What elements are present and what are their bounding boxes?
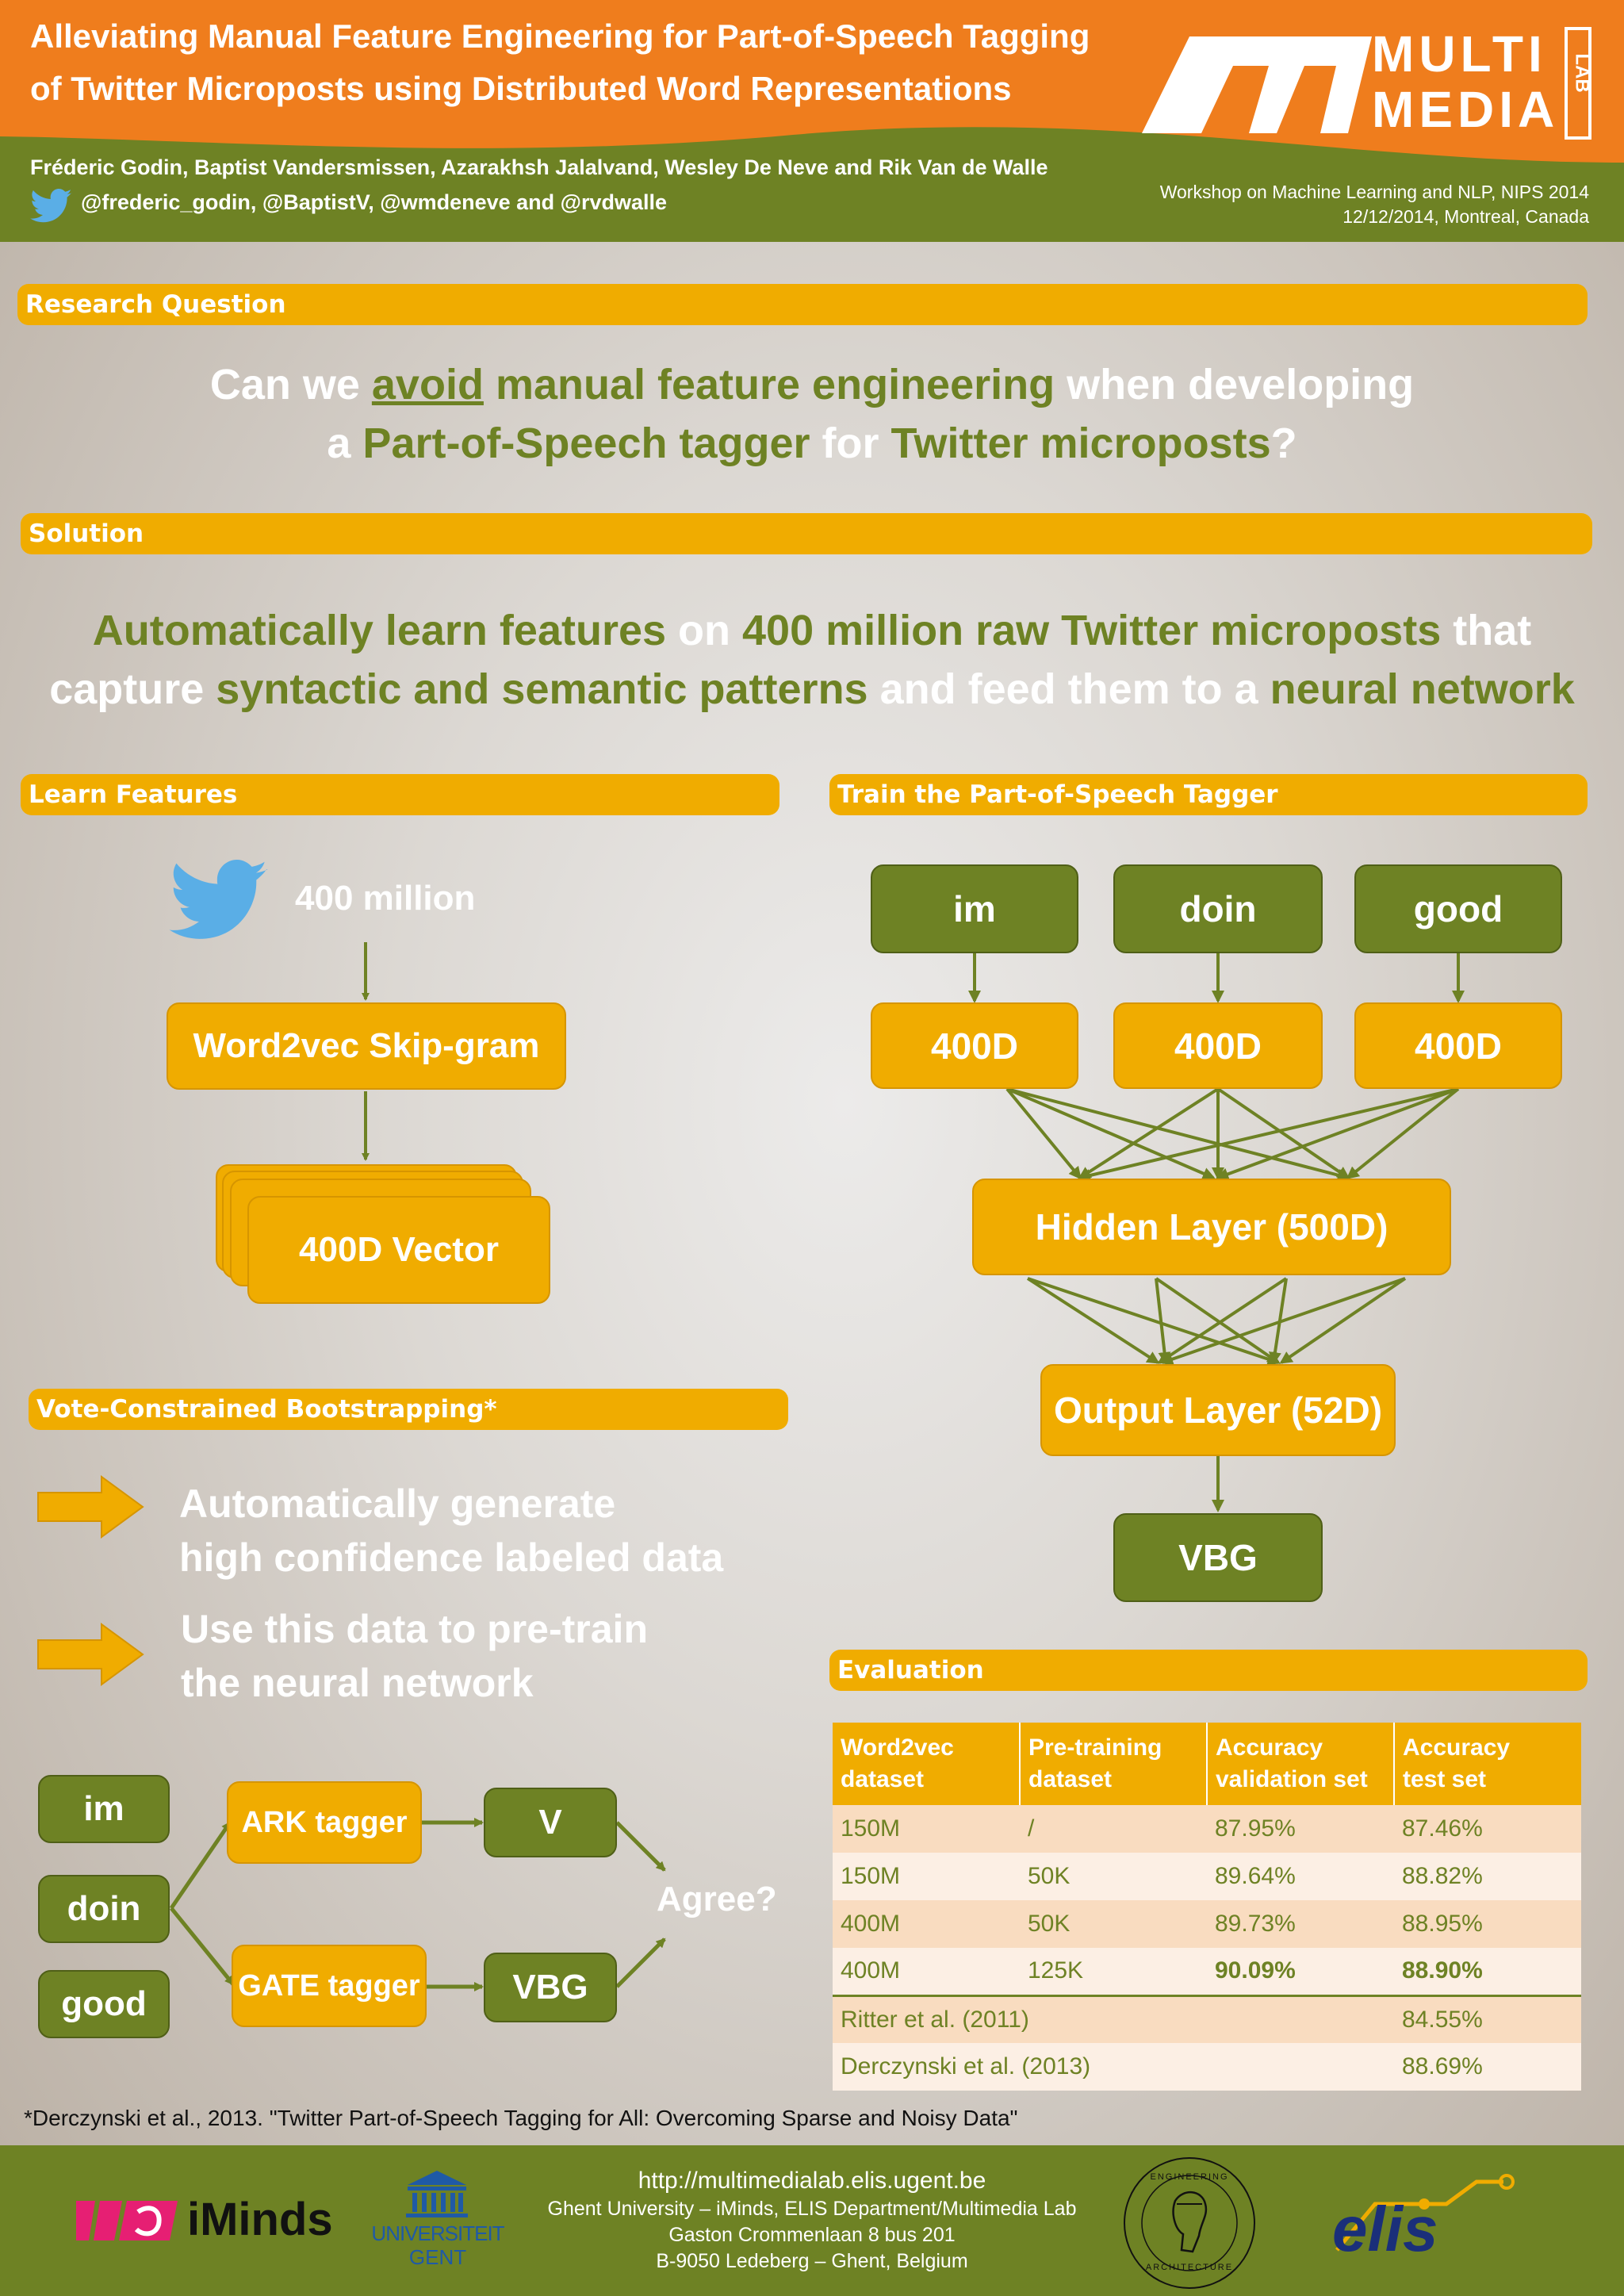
sol-l2-b: syntactic and semantic patterns [216,665,868,713]
tweet-count-label: 400 million [295,879,476,918]
hidden-layer-box: Hidden Layer (500D) [972,1179,1451,1275]
footer-dept: Ghent University – iMinds, ELIS Department/Multimedia Lab [547,2198,1077,2220]
output-layer-box: Output Layer (52D) [1040,1364,1396,1456]
evaluation-bar: Evaluation [829,1650,1588,1691]
logo-word-multi: MULTI [1372,25,1547,82]
vote-point-2-line2: the neural network [181,1661,534,1705]
twitter-handles: @frederic_godin, @BaptistV, @wmdeneve and @rvdwalle [81,190,668,214]
research-question-bar: Research Question [17,284,1588,325]
rq-l2-e: ? [1270,420,1297,467]
research-question-line2 [0,414,1624,473]
ark-tagger-box: ARK tagger [227,1781,422,1864]
footnote: *Derczynski et al., 2013. "Twitter Part-of-Speech Tagging for All: Overcoming Sparse and Noisy Data" [24,2106,1018,2130]
rq-l1-a: Can we [209,361,372,408]
input-word-doin: doin [1113,864,1323,953]
research-question-text [0,355,1624,473]
ugent-word-1: UNIVERSITEIT [371,2221,504,2245]
cell: 50K [1028,1863,1071,1889]
table-row [833,1948,1581,1995]
date-place: 12/12/2014, Montreal, Canada [1342,206,1589,227]
solution-line2 [0,660,1624,719]
cell: 88.95% [1402,1911,1483,1937]
arrow-v-to-agree [617,1823,665,1870]
rq-l1-d: when developing [1055,361,1415,408]
header-validation: Accuracy validation set [1207,1723,1394,1805]
agree-label: Agree? [657,1880,777,1918]
baseline-row [833,2043,1581,2091]
table-row [833,1853,1581,1900]
cell: 50K [1028,1911,1071,1937]
vote-point-1-line2: high confidence labeled data [179,1535,724,1580]
sol-l1-b: on [666,607,743,654]
sol-l1-a: Automatically learn features [92,607,667,654]
vote-point-2 [181,1602,648,1710]
vote-word-im: im [38,1775,170,1843]
rq-l2-a: a [327,420,363,467]
rq-l1-b: avoid [371,361,484,408]
cell: 400M [841,1957,901,1984]
rq-l1-c: manual feature engineering [483,361,1055,408]
gate-tag-vbg: VBG [484,1953,617,2022]
rq-l2-c: for [810,420,891,467]
vote-bootstrap-bar: Vote-Constrained Bootstrapping* [29,1389,788,1430]
vote-word-doin: doin [38,1875,170,1943]
header-word2vec: Word2vec dataset [833,1723,1020,1805]
arrow-doin-to-ark [171,1823,230,1908]
skipgram-box: Word2vec Skip-gram [167,1002,566,1090]
header-band [0,0,1624,242]
ark-tag-v: V [484,1788,617,1857]
solution-text [0,601,1624,719]
vote-point-1 [179,1477,723,1585]
cell: 150M [841,1863,901,1889]
cell-best: 90.09% [1215,1957,1296,1984]
footer-street: Gaston Crommenlaan 8 bus 201 [668,2224,956,2246]
embedding-good: 400D [1354,1002,1562,1089]
footer-band [0,2145,1624,2296]
seal-text-top: ENGINEERING [1150,2172,1229,2182]
cell: 150M [841,1815,901,1842]
vector-box: 400D Vector [247,1196,550,1304]
twitter-bird-icon [168,860,271,942]
baseline-value: 84.55% [1402,2006,1483,2033]
header-test: Accuracy test set [1403,1734,1511,1792]
logo-word-media: MEDIA [1372,81,1560,138]
solution-bar: Solution [21,513,1592,554]
seal-text-bottom: ARCHITECTURE [1145,2263,1234,2272]
embedding-doin: 400D [1113,1002,1323,1089]
rq-l2-d: Twitter microposts [891,420,1271,467]
elis-wordmark: elis [1332,2194,1438,2264]
sol-l2-a: capture [49,665,216,713]
baseline-row [833,1995,1581,2043]
authors: Fréderic Godin, Baptist Vandersmissen, Azarakhsh Jalalvand, Wesley De Neve and Rik Van de Walle [30,155,1048,179]
output-tag-vbg: VBG [1113,1513,1323,1602]
rq-l2-b: Part-of-Speech tagger [362,420,810,467]
research-question-line1 [0,355,1624,414]
baseline-name: Ritter et al. (2011) [841,2006,1029,2033]
vote-point-2-line1: Use this data to pre-train [181,1607,648,1651]
multimedia-lab-logo [1134,22,1594,141]
cell: 89.64% [1215,1863,1296,1889]
header-pretraining: Pre-training dataset [1020,1723,1207,1805]
baseline-value: 88.69% [1402,2053,1483,2079]
logo-word-lab: LAB [1571,53,1593,93]
cell: 88.82% [1402,1863,1483,1889]
poster-title-line2: of Twitter Microposts using Distributed Word Representations [30,70,1012,107]
footer-url[interactable]: http://multimedialab.elis.ugent.be [638,2168,986,2194]
twitter-icon [30,189,73,224]
embedding-im: 400D [871,1002,1078,1089]
sol-l2-c: and feed them to a [868,665,1270,713]
cell-best: 88.90% [1402,1957,1483,1984]
baseline-name: Derczynski et al. (2013) [841,2053,1091,2079]
sol-l2-d: neural network [1270,665,1575,713]
bullet-arrow-icon-2 [36,1623,144,1686]
table-row [833,1805,1581,1853]
table-header-row [833,1723,1581,1805]
input-word-im: im [871,864,1078,953]
results-table [833,1723,1581,2091]
footer-city: B-9050 Ledeberg – Ghent, Belgium [656,2250,968,2272]
sol-l1-c: 400 million raw Twitter microposts [742,607,1442,654]
cell: 400M [841,1911,901,1937]
arrow-doin-to-gate [171,1908,233,1984]
cell: 87.95% [1215,1815,1296,1842]
evaluation-table [833,1723,1581,2091]
solution-line1 [0,601,1624,660]
gate-tagger-box: GATE tagger [232,1945,427,2027]
arrow-vbg-to-agree [617,1939,665,1987]
sol-l1-d: that [1441,607,1532,654]
table-row [833,1900,1581,1948]
cell: 89.73% [1215,1911,1296,1937]
train-tagger-bar: Train the Part-of-Speech Tagger [829,774,1588,815]
venue: Workshop on Machine Learning and NLP, NIPS 2014 [1159,182,1589,202]
vote-word-good: good [38,1970,170,2038]
cell: 87.46% [1402,1815,1483,1842]
iminds-wordmark: iMinds [187,2194,333,2245]
learn-features-bar: Learn Features [21,774,779,815]
poster-title-line1: Alleviating Manual Feature Engineering for Part-of-Speech Tagging [30,17,1090,55]
vote-point-1-line1: Automatically generate [179,1481,616,1526]
cell: 125K [1028,1957,1084,1984]
cell: / [1028,1815,1035,1842]
input-word-good: good [1354,864,1562,953]
ugent-word-2: GENT [408,2245,467,2269]
bullet-arrow-icon-1 [36,1475,144,1539]
